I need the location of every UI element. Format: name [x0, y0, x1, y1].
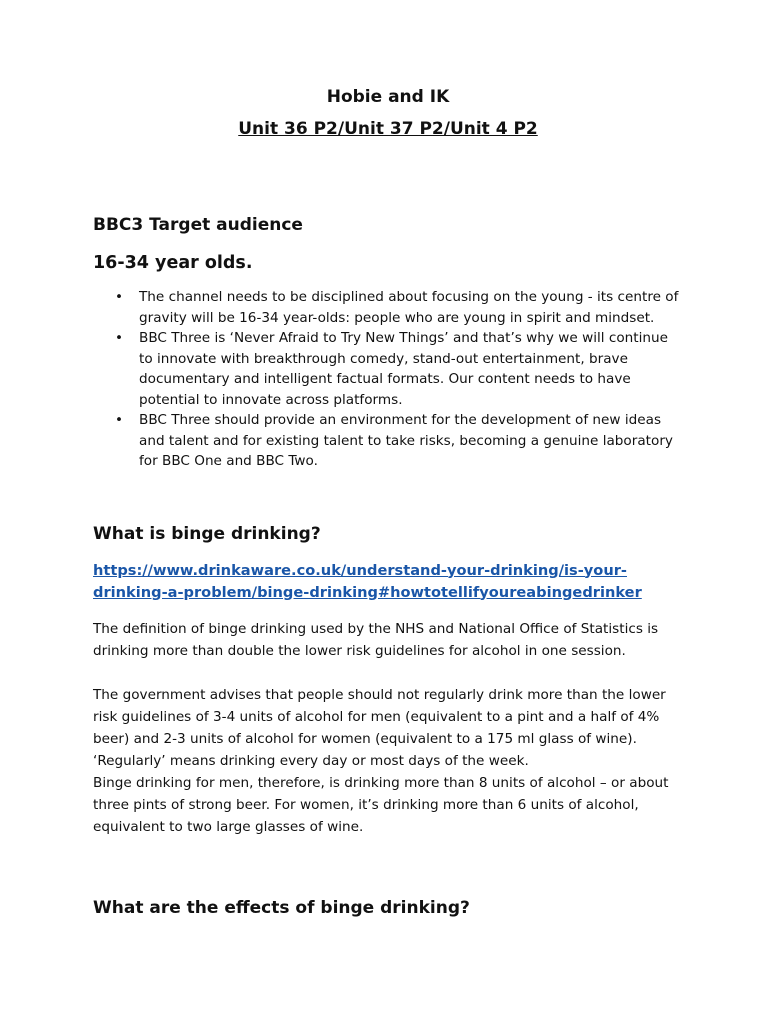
bullet-icon: •: [115, 289, 124, 305]
document-page: [93, 85, 683, 920]
source-link-line-1[interactable]: https://www.drinkaware.co.uk/understand-your-drinking/is-your-: [93, 561, 627, 579]
document-title: Hobie and IK: [326, 87, 450, 107]
section-subheading-age-range: 16-34 year olds.: [93, 253, 253, 273]
list-item-text: BBC Three should provide an environment for the development of new ideas and talent and for existing talent to take risks, becoming a genuine laboratory for BBC One and BBC Two.: [139, 412, 673, 469]
paragraph-binge-units: Binge drinking for men, therefore, is drinking more than 8 units of alcohol – or about three pints of strong beer. For women, it’s drinking more than 6 units of alcohol, equivalent to two large glasses of wine.: [93, 774, 669, 835]
list-item: [115, 287, 683, 328]
bullet-icon: •: [115, 330, 124, 346]
section-heading-binge-drinking: What is binge drinking?: [93, 523, 321, 544]
list-item-text: The channel needs to be disciplined about focusing on the young - its centre of gravity will be 16-34 year-olds: people who are young in spirit and mindset.: [139, 289, 679, 326]
list-item: [115, 328, 683, 410]
bullet-list: [93, 287, 683, 472]
source-link[interactable]: [93, 560, 683, 604]
list-item-text: BBC Three is ‘Never Afraid to Try New Things’ and that’s why we will continue to innovate with breakthrough comedy, stand-out entertainment, brave documentary and intelligent factual formats. Our content needs to have potential to innovate across platforms.: [139, 330, 668, 408]
document-subtitle: Unit 36 P2/Unit 37 P2/Unit 4 P2: [238, 119, 538, 139]
section-heading-target-audience: BBC3 Target audience: [93, 215, 303, 235]
paragraph-definition: The definition of binge drinking used by the NHS and National Office of Statistics is drinking more than double the lower risk guidelines for alcohol in one session.: [93, 620, 659, 659]
list-item: [115, 410, 683, 472]
section-heading-effects: What are the effects of binge drinking?: [93, 897, 470, 918]
paragraph-government-advice: The government advises that people should not regularly drink more than the lower risk guidelines of 3-4 units of alcohol for men (equivalent to a pint and a half of 4% beer) and 2-3 units of alcohol for women (equivalent to a 175 ml glass of wine). ‘Regularly’ means drinking every day or most days of the week.: [93, 686, 666, 769]
source-link-line-2[interactable]: drinking-a-problem/binge-drinking#howtotellifyoureabingedrinker: [93, 583, 642, 601]
bullet-icon: •: [115, 412, 124, 428]
